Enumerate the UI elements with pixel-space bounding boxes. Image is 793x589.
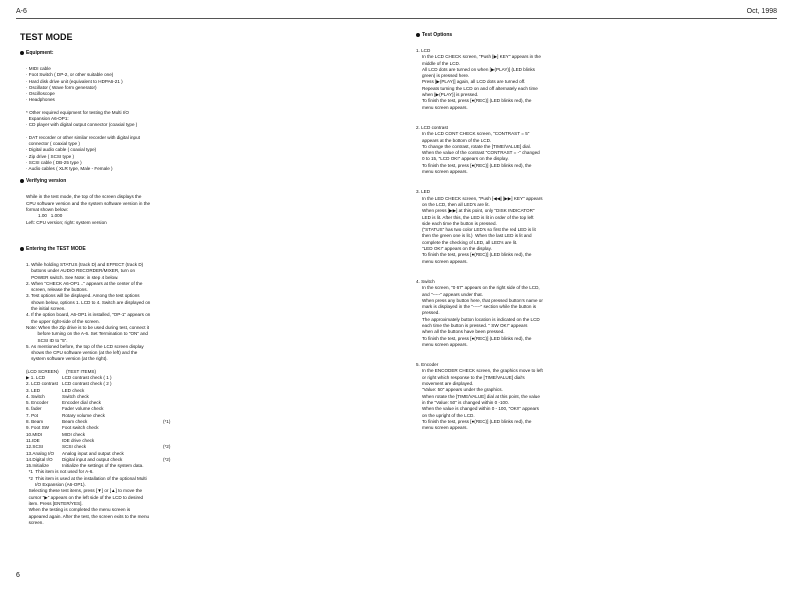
test-item-cell: Beam check <box>62 419 88 425</box>
lcd-header-screen: (LCD SCREEN) <box>26 368 59 374</box>
option-text: In the LED CHECK screen, "Push [◀◀] [▶▶] KEY" appears on the LCD, then all LED's are lit. When press [▶▶] at this point, only "DISK INDICATOR" LED is lit. After this, the LED is lit in order of the top left side each time the button is pressed. ("STATUS" has two color LED's so first the red LED is lit then the green one is lit.) When the last LED is lit and complete the checking of LED, all LED's are lit. "LED OK!" appears on the display. To finish the test, press [●(REC)] (LED blinks red), the menu screen appears. <box>422 195 543 264</box>
option-led <box>416 189 576 265</box>
list-item: · Oscilloscope <box>26 91 55 97</box>
lcd-screen-cell: 3. LED <box>26 387 41 393</box>
lcd-screen-cell: 9. Foot SW <box>26 425 49 431</box>
note-cell: (*1) <box>162 419 171 425</box>
option-title: 4. Switch <box>416 278 435 284</box>
verifying-heading-text: Verifying version <box>26 178 67 185</box>
list-item: · Oscillator ( Wave form generator) <box>26 84 97 90</box>
verifying-heading <box>20 178 190 184</box>
test-item-cell: SCSI check <box>62 444 87 450</box>
right-column <box>416 32 576 431</box>
test-options-heading <box>416 32 576 38</box>
lcd-screen-cell: 7. Pot <box>26 412 39 418</box>
list-item: · Foot Switch ( DP-2, or other suitable one) <box>26 72 114 78</box>
list-item: · Hard disk drive unit (equivalent to HDPA6-21 ) <box>26 78 123 84</box>
footnotes: *1 This item is not used for A-6. *2 This item is used at the installation of the optional Multi I/O Expansion (A6-OP1). Selecting these test items, press [▼] or [▲] to move the cursor "▶" appears on the left side of the LCD to desired item. Press [ENTER/YES]. When the testing is completed the menu screen is appeared again. After the test, the screen exits to the menu screen. <box>28 469 150 525</box>
option-text: In the ENCODER CHECK screen, the graphics move to left or right which response to the [TIME/VALUE] dial's movement are displayed. "Value: 50" appears under the graphics. When rotate the [TIME/VALUE] dial at this point, the value in the "Value: 50" is changed within 0 -100. When the value is changed within 0 - 100, "OK!!" appears on the upright of the LCD. To finish the test, press [●(REC)] (LED blinks red), the menu screen appears. <box>422 368 543 431</box>
bullet-icon <box>20 51 24 55</box>
lcd-screen-cell: 2. LCD contrast <box>26 381 58 387</box>
note-cell <box>163 463 190 469</box>
version-caption: Left: CPU version; right: system version <box>26 219 107 225</box>
option-text: In the LCD CHECK screen, "Push [▶] KEY" appears in the middle of the LCD. All LCD dots are turned on when [▶(PLAY)] (LED blinks green) is pressed here. Press [▶(PLAY)] again, all LCD dots are turned off. Repeats turning the LCD on and off alternately each time when [▶(PLAY)] is pressed. To finish the test, press [●(REC)] (LED blinks red), the menu screen appears. <box>422 54 541 110</box>
test-options-heading-text: Test Options <box>422 32 453 38</box>
version-display: 1.00 1.000 <box>38 213 63 219</box>
lcd-table <box>26 375 190 469</box>
test-item-cell: Encoder dial check <box>62 400 101 406</box>
bullet-icon <box>20 179 24 183</box>
list-item: · Zip drive ( SCSI type ) <box>26 153 74 159</box>
lcd-screen-cell: 15.Initialize <box>26 463 49 469</box>
list-item: · Digital audio cable ( coaxial type) <box>26 147 97 153</box>
lcd-screen-cell: 13.Analog I/O <box>26 450 55 456</box>
bullet-icon <box>20 247 24 251</box>
entering-heading <box>20 246 190 252</box>
test-item-cell: Digital input and output check <box>62 456 123 462</box>
test-item-cell: IDE drive check <box>62 437 95 443</box>
left-column <box>20 32 190 526</box>
test-item-cell: MIDI check <box>62 431 86 437</box>
lcd-screen-cell: 11.IDE <box>26 437 40 443</box>
test-item-cell: Fader volume check <box>62 406 104 412</box>
list-item: · Audio cables ( XLR type, Male - Female ) <box>26 166 113 172</box>
option-text: In the LCD CONT CHECK screen, "CONTRAST = 5" appears at the bottom of the LCD. To change the contrast, rotate the [TIME/VALUE] dial. When the value of the contrast "CONTRAST = -" changed 0 to 15, "LCD OK!" appears on the display. To finish the test, press [●(REC)] (LED blinks red), the menu screen appears. <box>422 131 540 175</box>
entering-steps: 1. While holding STATUS (track D) and EFFECT (track D) buttons under AUDIO RECORDER/MIXER, turn on POWER switch. See Note: in step 4 below. 2. When "CHECK A6-OP1 .." appears at the center of the screen, release the buttons. 3. Test options will be displayed. Among the test options shown below, options 1. LCD to 4. Switch are displayed on the initial screen. 4. If the option board, A6-OP1 is installed, "OP-1" appears on the upper right-side of the screen. Note: When the Zip drive is to be used during test, connect it before turning on the A-6. Set Termination to "ON" and SCSI ID to "5". 5. As mentioned before, the top of the LCD screen display shows the CPU software version (at the left) and the system software version (at the right). <box>26 261 151 362</box>
lcd-screen-cell: 8. Beam <box>26 419 44 425</box>
header-left: A-6 <box>16 8 27 15</box>
note-cell: (*2) <box>162 444 171 450</box>
test-item-cell: Switch check <box>62 393 89 399</box>
note-cell: (*2) <box>162 456 171 462</box>
list-item: · DAT recorder or other similar recorder with digital input connector ( coaxial type ) <box>26 134 140 146</box>
test-item-cell: LCD contrast check ( 2 ) <box>62 381 112 387</box>
option-title: 5. Encoder <box>416 362 439 368</box>
lcd-screen-cell: ▶ 1. LCD <box>26 374 46 380</box>
test-item-cell: Foot switch check <box>62 425 99 431</box>
lcd-header-items: (TEST ITEMS) <box>66 368 97 374</box>
list-item: · SCSI cable ( DB-25 type ) <box>26 159 82 165</box>
option-switch <box>416 279 576 348</box>
option-encoder <box>416 362 576 431</box>
equipment-heading <box>20 50 190 56</box>
option-title: 3. LED <box>416 189 431 195</box>
header-rule <box>16 18 777 19</box>
option-lcd <box>416 48 576 111</box>
test-item-cell: Analog input and output check <box>62 450 124 456</box>
lcd-screen-cell: 14.Digital I/O <box>26 456 53 462</box>
list-item: · Headphones <box>26 97 55 103</box>
test-item-cell: LCD contrast check ( 1 ) <box>62 374 112 380</box>
page-number: 6 <box>16 572 20 579</box>
page-title: TEST MODE <box>20 32 73 42</box>
option-title: 1. LCD <box>416 48 431 53</box>
bullet-icon <box>416 33 420 37</box>
verifying-text: While in the test mode, the top of the screen displays the CPU software version and the system software version in the format shown below: <box>26 194 151 213</box>
entering-heading-text: Entering the TEST MODE <box>26 245 86 252</box>
option-text: In the screen, "0 67" appears on the right side of the LCD, and "-----" appears under that. When press any button here, that pressed button's name or mark is displayed in the "-----" section while the button is pressed. The approximately button location is indicated on the LCD each time the button is pressed. " SW OK!" appears when all the buttons have been pressed. To finish the test, press [●(REC)] (LED blinks red), the menu screen appears. <box>422 285 543 347</box>
equipment-heading-text: Equipment: <box>26 50 54 56</box>
option-title: 2. LCD contrast <box>416 124 448 130</box>
option-lcd-contrast <box>416 125 576 175</box>
equipment-note: * Other required equipment for testing the Multi I/O Expansion A6-OP1: · CD player with digital output connector (coaxial type ) <box>26 109 138 128</box>
test-item-cell: Initialize the settings of the system data. <box>62 463 144 469</box>
header-right: Oct, 1998 <box>746 8 777 15</box>
lcd-screen-cell: 4. Switch <box>26 393 45 399</box>
lcd-screen-cell: 5. Encoder <box>26 400 49 406</box>
lcd-screen-cell: 10.MIDI <box>26 431 43 437</box>
test-item-cell: LED check <box>62 387 85 393</box>
test-item-cell: Rotary volume check <box>62 412 105 418</box>
lcd-screen-cell: 6. fader <box>26 406 42 412</box>
equipment-list <box>20 66 190 172</box>
lcd-screen-cell: 12.SCSI <box>26 444 44 450</box>
list-item: · MIDI cable <box>26 66 51 71</box>
